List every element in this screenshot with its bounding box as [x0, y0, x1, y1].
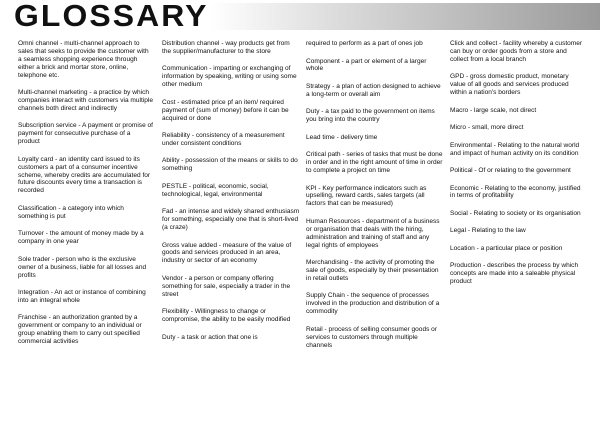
glossary-entry: Critical path - series of tasks that must be done in order and in the right amount of time in order to complete a project on time [306, 151, 443, 175]
glossary-entry: Duty - a tax paid to the government on items you bring into the country [306, 108, 435, 124]
glossary-column-2 [162, 40, 300, 351]
glossary-entry: Communication - imparting or exchanging of information by speaking, writing or using some other medium [162, 65, 297, 89]
glossary-entry: Production - describes the process by which concepts are made into a saleable physical product [450, 262, 579, 286]
glossary-entry: PESTLE - political, economic, social, technological, legal, environmental [162, 182, 269, 198]
glossary-column-4 [450, 40, 584, 296]
glossary-entry: Location - a particular place or position [450, 244, 563, 252]
glossary-entry: Legal - Relating to the law [450, 227, 526, 235]
glossary-entry: Retail - process of selling consumer goods or services to customers through multiple channels [306, 325, 437, 349]
glossary-entry: Duty - a task or action that one is [162, 333, 258, 341]
glossary-entry: Franchise - an authorization granted by a government or company to an individual or group enabling them to carry out specified commercial activities [18, 314, 142, 346]
glossary-entry: Economic - Relating to the economy, justified in terms of profitability [450, 184, 581, 200]
glossary-entry: Human Resources - department of a business or organisation that deals with the hiring, administration and training of staff and any legal rights of employees [306, 217, 440, 249]
glossary-entry: Reliability - consistency of a measurement under consistent conditions [162, 132, 285, 147]
glossary-entry: Click and collect - facility whereby a customer can buy or order goods from a store and collect from a local branch [450, 40, 583, 63]
glossary-entry: Gross value added - measure of the value of goods and services produced in an area, industry or sector of an economy [162, 241, 292, 265]
glossary-entry: Loyalty card - an identity card issued to its customers a part of a consumer incentive scheme, whereby credits are accumulated for future discounts every time a transaction is recorded [18, 155, 151, 195]
glossary-column-1 [18, 40, 154, 356]
glossary-entry: Environmental - Relating to the natural world and impact of human activity on its condition [450, 141, 580, 157]
glossary-entry: Turnover - the amount of money made by a company in one year [18, 230, 144, 246]
glossary-entry: GPD - gross domestic product, monetary value of all goods and services produced within a nation's borders [450, 73, 569, 97]
glossary-entry: Sole trader - person who is the exclusive owner of a business, liable for all losses and profits [18, 255, 147, 279]
glossary-entry: Distribution channel - way products get from the supplier/manufacturer to the store [162, 40, 290, 55]
glossary-entry: Supply Chain - the sequence of processes involved in the production and distribution of a commodity [306, 292, 440, 316]
glossary-entry: Macro - large scale, not direct [450, 106, 537, 114]
glossary-entry: Component - a part or element of a larger whole [306, 57, 427, 73]
glossary-entry: Fad - an intense and widely shared enthusiasm for something, especially one that is short-lived (a craze) [162, 208, 300, 232]
glossary-entry: Strategy - a plan of action designed to achieve a long-term or overall aim [306, 82, 441, 98]
header-gradient-bar [210, 3, 600, 30]
glossary-entry: Subscription service - A payment or promise of payment for consecutive purchase of a product [18, 122, 153, 146]
glossary-entry: Classification - a category into which something is put [18, 204, 124, 220]
glossary-entry: KPI - Key performance indicators such as upselling, reward cards, sales targets (all factors that can be measured) [306, 184, 427, 208]
glossary-entry: Lead time - delivery time [306, 133, 378, 141]
glossary-entry: Integration - An act or instance of combining into an integral whole [18, 289, 146, 304]
glossary-entry: Vendor - a person or company offering something for sale, especially a trader in the street [162, 274, 291, 298]
glossary-entry: required to perform as a part of ones job [306, 40, 423, 47]
glossary-entry: Omni channel - multi-channel approach to sales that seeks to provide the customer with a seamless shopping experience through either a brick and mortar store, online, telephone etc. [18, 40, 149, 79]
page-title: GLOSSARY [14, 0, 209, 33]
glossary-entry: Multi-channel marketing - a practice by which companies interact with customers via multiple channels both direct and indirectly [18, 89, 153, 112]
glossary-entry: Micro - small, more direct [450, 124, 524, 132]
glossary-entry: Merchandising - the activity of promoting the sale of goods, especially by their presentation in retail outlets [306, 259, 439, 282]
glossary-entry: Social - Relating to society or its organisation [450, 209, 581, 217]
glossary-entry: Cost - estimated price pf an item/ required payment of (sum of money) before it can be acquired or done [162, 98, 289, 122]
glossary-entry: Flexibility - Willingness to change or compromise, the ability to be easily modified [162, 308, 291, 324]
glossary-entry: Ability - possession of the means or skills to do something [162, 157, 298, 173]
glossary-entry: Political - Of or relating to the government [450, 167, 571, 175]
glossary-column-3 [306, 40, 444, 359]
glossary-header [0, 0, 600, 34]
